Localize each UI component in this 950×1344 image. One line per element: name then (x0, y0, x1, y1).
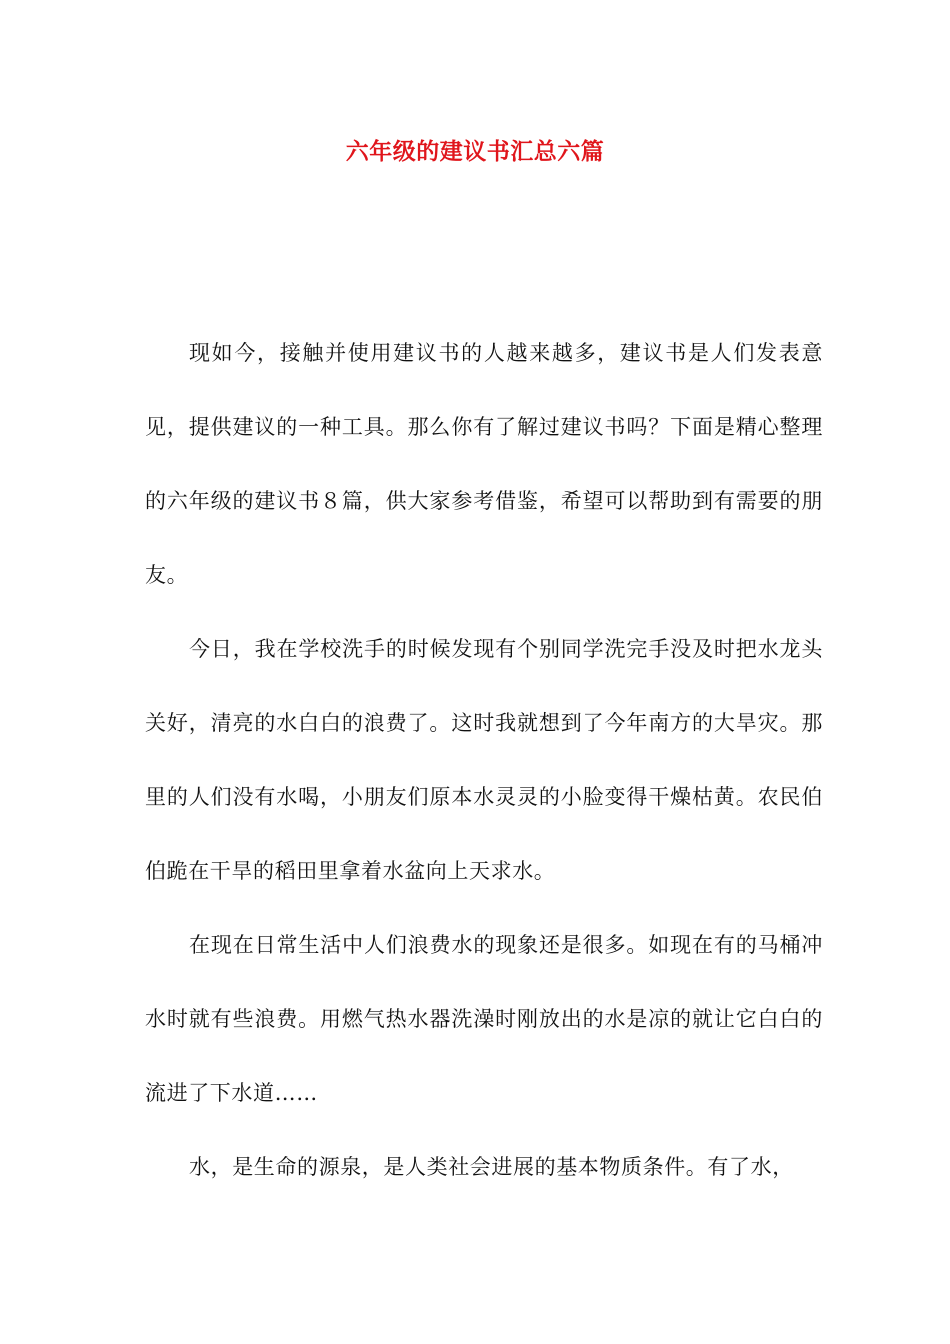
document-body (145, 316, 823, 1204)
paragraph-3: 在现在日常生活中人们浪费水的现象还是很多。如现在有的马桶冲水时就有些浪费。用燃气热水器洗澡时刚放出的水是凉的就让它白白的流进了下水道…… (145, 933, 823, 1105)
document-title: 六年级的建议书汇总六篇 (345, 138, 605, 165)
paragraph-1: 现如今，接触并使用建议书的人越来越多，建议书是人们发表意见，提供建议的一种工具。那么你有了解过建议书吗？下面是精心整理的六年级的建议书８篇，供大家参考借鉴，希望可以帮助到有需要的朋友。 (145, 341, 823, 587)
paragraph-2: 今日，我在学校洗手的时候发现有个别同学洗完手没及时把水龙头关好，清亮的水白白的浪费了。这时我就想到了今年南方的大旱灾。那里的人们没有水喝，小朋友们原本水灵灵的小脸变得干燥枯黄。农民伯伯跪在干旱的稻田里拿着水盆向上天求水。 (145, 637, 823, 883)
paragraph-4: 水，是生命的源泉，是人类社会进展的基本物质条件。有了水， (189, 1155, 794, 1179)
